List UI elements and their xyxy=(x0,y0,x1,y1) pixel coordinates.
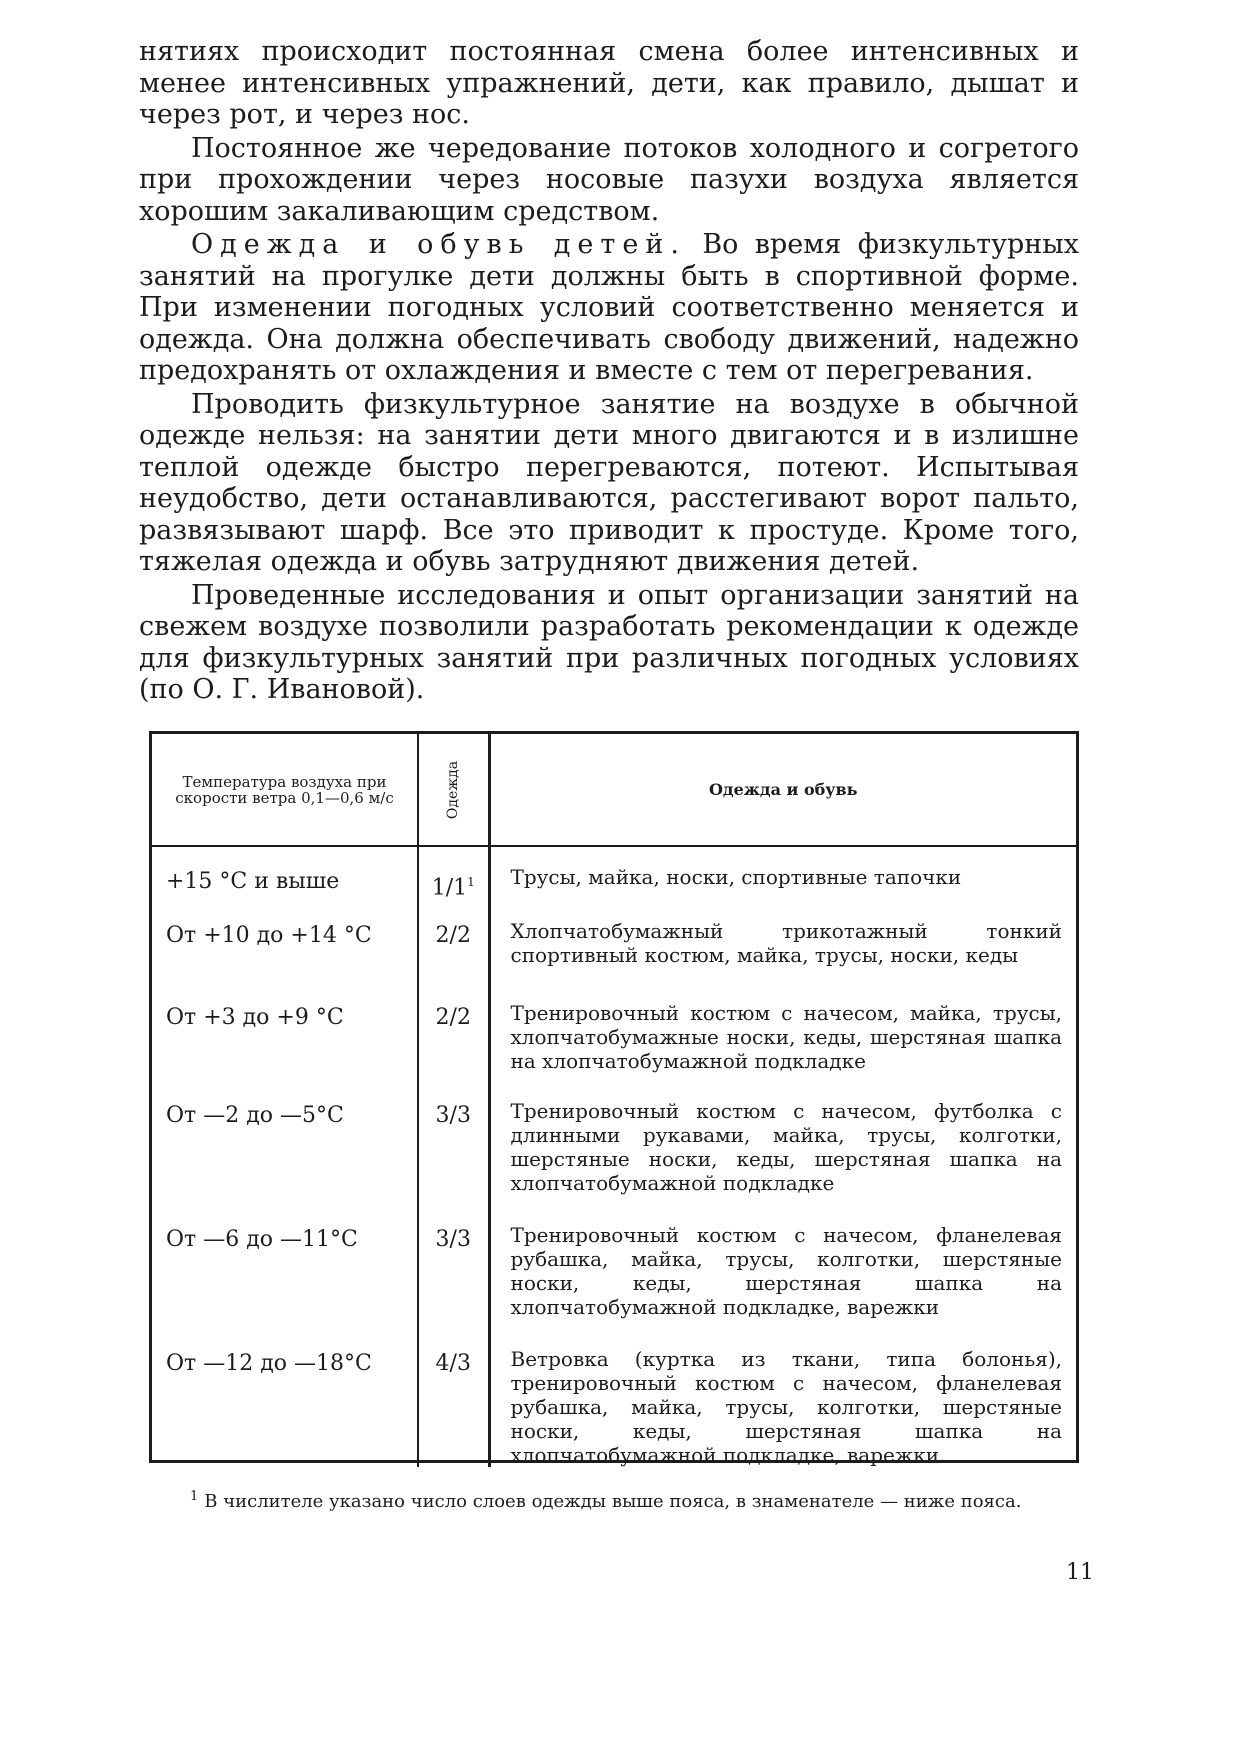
cell-clothing: Трусы, майка, носки, спортивные тапочки xyxy=(510,865,962,889)
cell-layers xyxy=(418,846,489,901)
footnote-ref: 1 xyxy=(467,875,475,889)
footnote-mark: 1 xyxy=(190,1489,199,1504)
cell-temperature: От —6 до —11°С xyxy=(166,1227,358,1253)
table-header-row xyxy=(152,734,1076,846)
cell-layers: 3/3 xyxy=(418,1081,489,1205)
footnote xyxy=(146,1484,1076,1515)
cell-layers: 4/3 xyxy=(418,1329,489,1467)
clothing-table xyxy=(149,731,1079,1468)
paragraph-3-text: Во время физкультурных занятий на прогулке дети должны быть в спортивной форме. При изменении погодных условий соответственно меняется и одежда. Она должна обеспечивать свободу движений, надежно предохранять от охлаждения и вместе с тем от перегревания. xyxy=(139,229,1079,386)
table-row xyxy=(152,901,1076,983)
section-heading: Одежда и обувь детей. xyxy=(191,229,686,260)
layers-value: 1/1 xyxy=(431,875,468,901)
header-temperature: Температура воздуха при скорости ветра 0,1—0,6 м/с xyxy=(152,734,418,846)
cell-layers: 3/3 xyxy=(418,1205,489,1329)
header-clothing: Одежда и обувь xyxy=(489,734,1076,846)
paragraph-2: Постоянное же чередование потоков холодного и согретого при прохождении через носовые пазухи воздуха является хорошим закаливающим средством. xyxy=(139,132,1079,227)
header-layers xyxy=(418,734,489,846)
table-row xyxy=(152,1329,1076,1467)
cell-temperature: От —2 до —5°С xyxy=(166,1103,344,1129)
cell-clothing: Хлопчатобумажный трикотажный тонкий спортивный костюм, майка, трусы, носки, кеды xyxy=(510,919,1062,968)
footnote-text: В числителе указано число слоев одежды выше пояса, в знаменателе — ниже пояса. xyxy=(204,1491,1022,1512)
header-layers-label: Одежда xyxy=(445,760,462,819)
table-row xyxy=(152,1205,1076,1329)
paragraph-4: Проводить физкультурное занятие на воздухе в обычной одежде нельзя: на занятии дети много двигаются и в излишне теплой одежде быстро перегреваются, потеют. Испытывая неудобство, дети останавливаются, расстегивают ворот пальто, развязывают шарф. Все это приводит к простуде. Кроме того, тяжелая одежда и обувь затрудняют движения детей. xyxy=(139,388,1079,577)
cell-layers: 2/2 xyxy=(418,901,489,983)
cell-clothing: Тренировочный костюм с начесом, футболка с длинными рукавами, майка, трусы, колготки, шерстяные носки, кеды, шерстяная шапка на хлопчатобумажной подкладке xyxy=(510,1099,1062,1196)
cell-clothing: Ветровка (куртка из ткани, типа болонья), тренировочный костюм с начесом, фланелевая рубашка, майка, трусы, колготки, шерстяные носки, кеды, шерстяная шапка на хлопчатобумажной подкладке, варежки. xyxy=(510,1347,1062,1468)
cell-temperature: От +3 до +9 °С xyxy=(166,1005,344,1031)
table-row xyxy=(152,983,1076,1081)
cell-temperature: От —12 до —18°С xyxy=(166,1351,372,1377)
paragraph-5: Проведенные исследования и опыт организации занятий на свежем воздухе позволили разработать рекомендации к одежде для физкультурных занятий при различных погодных условиях (по О. Г. Ивановой). xyxy=(139,579,1079,705)
cell-clothing: Тренировочный костюм с начесом, фланелевая рубашка, майка, трусы, колготки, шерстяные носки, кеды, шерстяная шапка на хлопчатобумажной подкладке, варежки xyxy=(510,1223,1062,1320)
paragraph-3 xyxy=(139,229,1079,387)
table-row xyxy=(152,846,1076,901)
table-row xyxy=(152,1081,1076,1205)
cell-layers: 2/2 xyxy=(418,983,489,1081)
page-number: 11 xyxy=(1066,1560,1094,1585)
cell-temperature: +15 °С и выше xyxy=(166,869,340,894)
body-text xyxy=(139,36,1079,708)
cell-temperature: От +10 до +14 °С xyxy=(166,923,372,949)
cell-clothing: Тренировочный костюм с начесом, майка, трусы, хлопчатобумажные носки, кеды, шерстяная шапка на хлопчатобумажной подкладке xyxy=(510,1001,1062,1074)
paragraph-1: нятиях происходит постоянная смена более интенсивных и менее интенсивных упражнений, дети, как правило, дышат и через рот, и через нос. xyxy=(139,36,1079,130)
